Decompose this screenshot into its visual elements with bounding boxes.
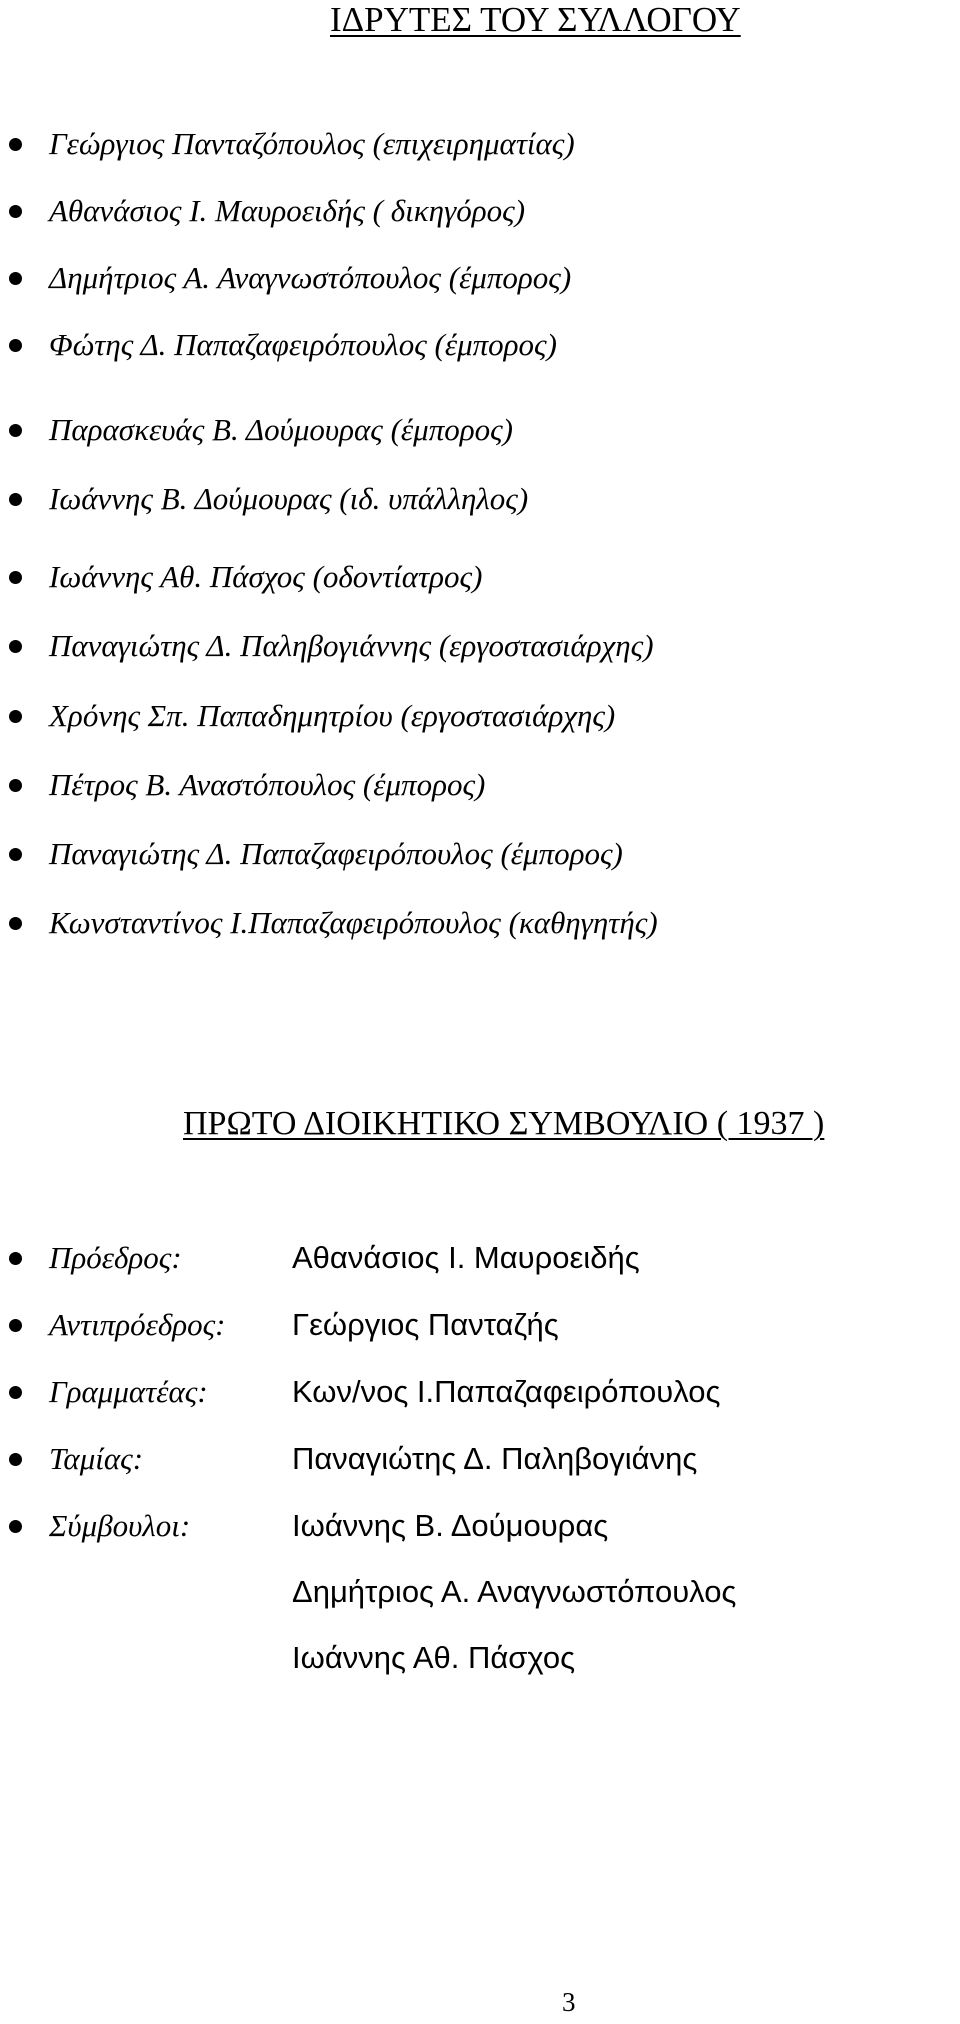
founder-name: Αθανάσιος Ι. Μαυροειδής ( δικηγόρος) — [49, 193, 526, 228]
founder-name: Γεώργιος Πανταζόπουλος (επιχειρηματίας) — [49, 126, 575, 161]
bullet-icon — [9, 339, 22, 352]
board-role-label: Ταμίας: — [49, 1441, 144, 1476]
founder-list-item — [0, 832, 960, 876]
founder-name: Ιωάννης Β. Δούμουρας (ιδ. υπάλληλος) — [49, 481, 529, 516]
board-member-name: Δημήτριος Α. Αναγνωστόπουλος — [292, 1574, 737, 1609]
founder-list-item — [0, 189, 960, 233]
board-member-name: Παναγιώτης Δ. Παληβογιάνης — [292, 1441, 698, 1476]
founder-name: Κωνσταντίνος Ι.Παπαζαφειρόπουλος (καθηγητής) — [49, 905, 658, 940]
board-role-row — [0, 1437, 960, 1481]
bullet-icon — [9, 917, 22, 930]
founder-list-item — [0, 624, 960, 668]
founder-list-item — [0, 694, 960, 738]
bullet-icon — [9, 1520, 22, 1533]
bullet-icon — [9, 1319, 22, 1332]
board-role-row — [0, 1303, 960, 1347]
board-role-row — [0, 1236, 960, 1280]
founder-name: Χρόνης Σπ. Παπαδημητρίου (εργοστασιάρχης) — [49, 698, 616, 733]
founder-name: Πέτρος Β. Αναστόπουλος (έμπορος) — [49, 767, 486, 802]
board-member-name: Αθανάσιος Ι. Μαυροειδής — [292, 1240, 640, 1275]
board-additional-member-row — [0, 1570, 960, 1614]
founder-list-item — [0, 323, 960, 367]
founder-name: Φώτης Δ. Παπαζαφειρόπουλος (έμπορος) — [49, 327, 557, 362]
board-role-row — [0, 1370, 960, 1414]
founder-name: Δημήτριος Α. Αναγνωστόπουλος (έμπορος) — [49, 260, 572, 295]
board-member-name: Ιωάννης Αθ. Πάσχος — [292, 1640, 576, 1675]
founder-name: Παρασκευάς Β. Δούμουρας (έμπορος) — [49, 412, 514, 447]
founder-name: Ιωάννης Αθ. Πάσχος (οδοντίατρος) — [49, 559, 483, 594]
board-role-row — [0, 1504, 960, 1548]
bullet-icon — [9, 779, 22, 792]
bullet-icon — [9, 138, 22, 151]
bullet-icon — [9, 640, 22, 653]
board-heading: ΠΡΩΤΟ ΔΙΟΙΚΗΤΙΚΟ ΣΥΜΒΟΥΛΙΟ ( 1937 ) — [183, 1105, 825, 1142]
founder-name: Παναγιώτης Δ. Παληβογιάννης (εργοστασιάρχης) — [49, 628, 654, 663]
bullet-icon — [9, 424, 22, 437]
founders-heading: ΙΔΡΥΤΕΣ ΤΟΥ ΣΥΛΛΟΓΟΥ — [330, 0, 741, 39]
board-role-label: Γραμματέας: — [49, 1374, 208, 1409]
bullet-icon — [9, 493, 22, 506]
founder-list-item — [0, 256, 960, 300]
bullet-icon — [9, 710, 22, 723]
board-member-name: Γεώργιος Πανταζής — [292, 1307, 559, 1342]
bullet-icon — [9, 1252, 22, 1265]
board-role-label: Σύμβουλοι: — [49, 1508, 191, 1543]
bullet-icon — [9, 1453, 22, 1466]
bullet-icon — [9, 272, 22, 285]
bullet-icon — [9, 848, 22, 861]
founder-list-item — [0, 763, 960, 807]
founder-list-item — [0, 555, 960, 599]
board-member-name: Κων/νος Ι.Παπαζαφειρόπουλος — [292, 1374, 721, 1409]
board-role-label: Αντιπρόεδρος: — [49, 1307, 226, 1342]
board-role-label: Πρόεδρος: — [49, 1240, 182, 1275]
bullet-icon — [9, 205, 22, 218]
board-member-name: Ιωάννης Β. Δούμουρας — [292, 1508, 609, 1543]
bullet-icon — [9, 1386, 22, 1399]
board-additional-member-row — [0, 1636, 960, 1680]
founder-list-item — [0, 408, 960, 452]
founder-name: Παναγιώτης Δ. Παπαζαφειρόπουλος (έμπορος) — [49, 836, 623, 871]
founder-list-item — [0, 477, 960, 521]
founder-list-item — [0, 122, 960, 166]
page-number: 3 — [562, 1987, 576, 2017]
bullet-icon — [9, 571, 22, 584]
founder-list-item — [0, 901, 960, 945]
